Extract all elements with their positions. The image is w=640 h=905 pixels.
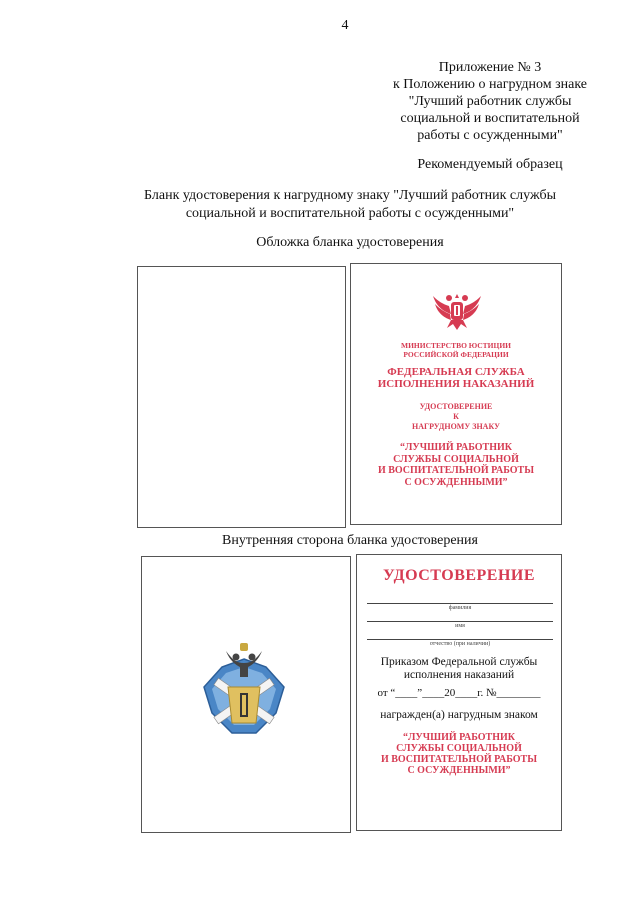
order-line: исполнения наказаний bbox=[403, 668, 515, 681]
cover-ministry-line: РОССИЙСКОЙ ФЕДЕРАЦИИ bbox=[403, 350, 509, 359]
cover-service-line: ФЕДЕРАЛЬНАЯ СЛУЖБА bbox=[387, 366, 525, 378]
inner-title: УДОСТОВЕРЕНИЕ bbox=[382, 567, 536, 584]
cover-badge-line: “ЛУЧШИЙ РАБОТНИК bbox=[399, 442, 513, 453]
blank-title-line: социальной и воспитательной работы с осужденными" bbox=[185, 206, 515, 221]
patronymic-hint: отчество (при наличии) bbox=[429, 641, 491, 647]
page-number: 4 bbox=[341, 18, 349, 33]
awarded-text: награжден(а) нагрудным знаком bbox=[380, 709, 538, 721]
blank-title bbox=[80, 187, 620, 223]
cover-caption: Обложка бланка удостоверения bbox=[256, 235, 444, 250]
blank-title-line: Бланк удостоверения к нагрудному знаку "Лучший работник службы bbox=[144, 188, 556, 203]
inner-badge-line: “ЛУЧШИЙ РАБОТНИК bbox=[402, 732, 516, 743]
cover-cert-line: К bbox=[453, 412, 459, 421]
inner-badge-line: С ОСУЖДЕННЫМИ” bbox=[407, 765, 511, 776]
inner-badge-line: СЛУЖБЫ СОЦИАЛЬНОЙ bbox=[396, 743, 522, 754]
cover-ministry-line: МИНИСТЕРСТВО ЮСТИЦИИ bbox=[400, 341, 511, 350]
cover-cert-line: НАГРУДНОМУ ЗНАКУ bbox=[412, 422, 500, 431]
name-hint: имя bbox=[455, 623, 465, 629]
cover-service-line: ИСПОЛНЕНИЯ НАКАЗАНИЙ bbox=[377, 378, 535, 390]
patronymic-line[interactable] bbox=[367, 639, 553, 640]
name-line[interactable] bbox=[367, 621, 553, 622]
cover-badge-line: И ВОСПИТАТЕЛЬНОЙ РАБОТЫ bbox=[377, 465, 535, 476]
surname-hint: фамилия bbox=[448, 605, 472, 611]
inner-caption: Внутренняя сторона бланка удостоверения bbox=[222, 533, 478, 548]
order-date-line: от “____”____20____г. №________ bbox=[377, 687, 541, 699]
cover-cert-line: УДОСТОВЕРЕНИЕ bbox=[419, 402, 493, 411]
badge-emblem-icon bbox=[196, 637, 292, 747]
appendix-header bbox=[370, 59, 610, 144]
inner-badge-line: И ВОСПИТАТЕЛЬНОЙ РАБОТЫ bbox=[380, 754, 538, 765]
cover-right-panel bbox=[350, 263, 562, 525]
appendix-line: к Положению о нагрудном знаке bbox=[392, 77, 587, 92]
recommended-sample-label: Рекомендуемый образец bbox=[417, 157, 563, 172]
appendix-line: работы с осужденными" bbox=[417, 128, 563, 143]
surname-line[interactable] bbox=[367, 603, 553, 604]
inner-right-panel bbox=[356, 554, 562, 831]
cover-left-panel bbox=[137, 266, 346, 528]
cover-badge-line: СЛУЖБЫ СОЦИАЛЬНОЙ bbox=[393, 453, 519, 465]
double-headed-eagle-icon bbox=[429, 288, 485, 332]
cover-badge-line: С ОСУЖДЕННЫМИ” bbox=[404, 476, 508, 488]
appendix-line: Приложение № 3 bbox=[438, 60, 542, 75]
inner-left-panel bbox=[141, 556, 351, 833]
appendix-line: социальной и воспитательной bbox=[400, 111, 580, 126]
order-line: Приказом Федеральной службы bbox=[380, 656, 538, 668]
appendix-line: "Лучший работник службы bbox=[408, 94, 572, 109]
